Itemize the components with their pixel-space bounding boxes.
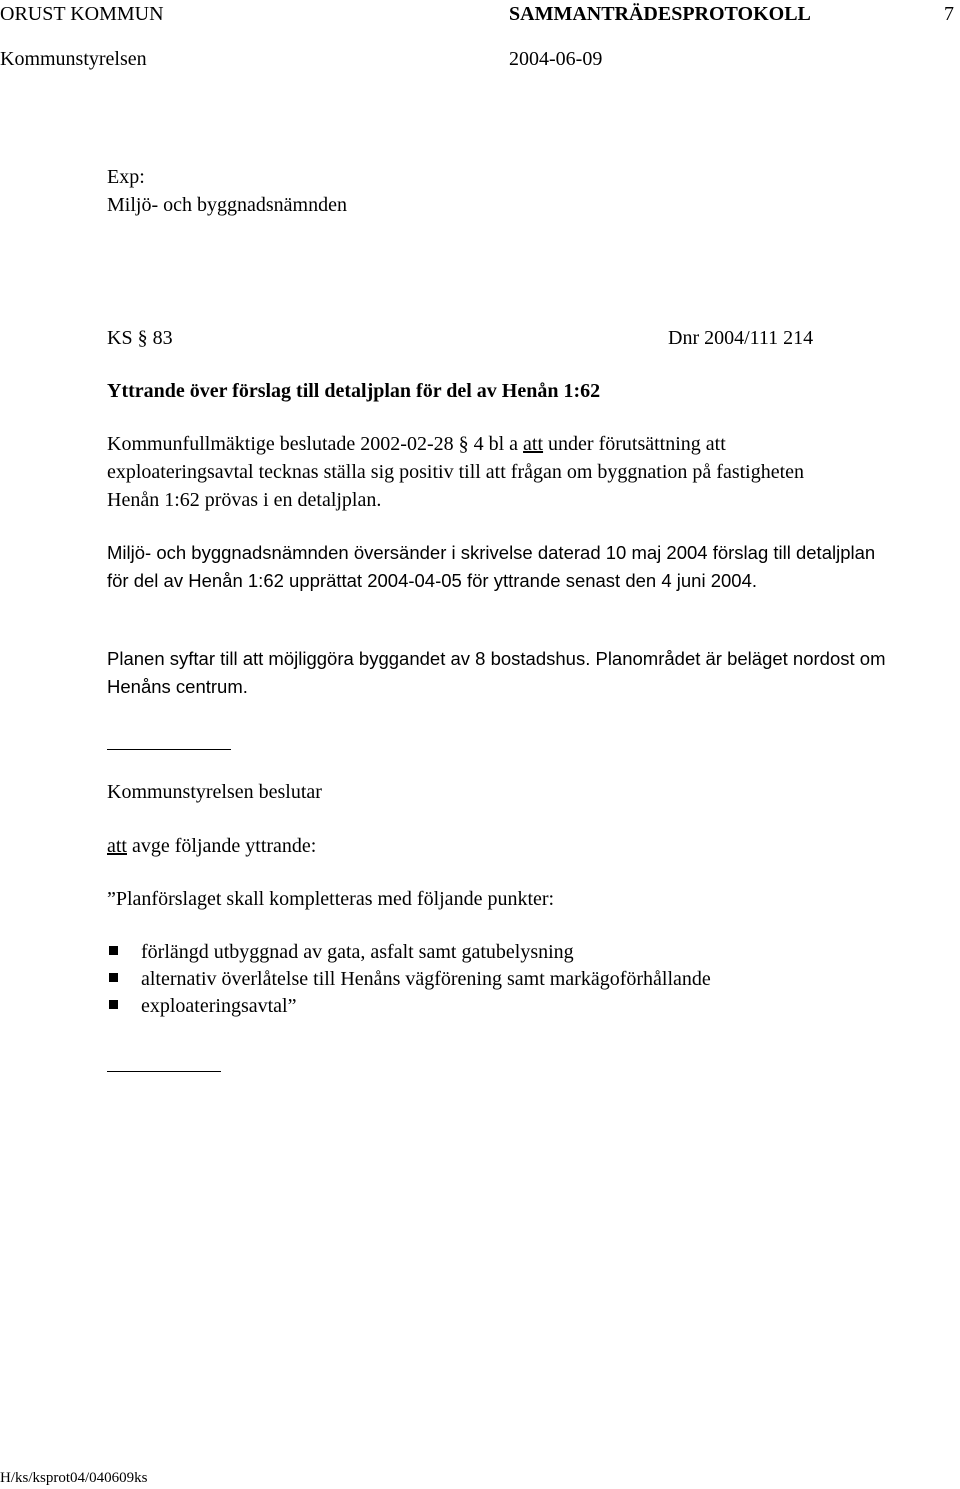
footer-path: H/ks/ksprot04/040609ks [0,1470,148,1486]
quote-intro: ”Planförslaget skall kompletteras med följande punkter: [107,888,555,910]
header-doc-type: SAMMANTRÄDESPROTOKOLL [509,3,811,25]
square-bullet-icon [109,1000,118,1009]
list-item: förlängd utbyggnad av gata, asfalt samt gatubelysning [141,941,574,963]
paragraph-1-line-2: exploateringsavtal tecknas ställa sig positiv till att frågan om byggnation på fastigheten [107,461,805,483]
paragraph-1-line-3: Henån 1:62 prövas i en detaljplan. [107,489,382,511]
case-number: KS § 83 [107,327,173,349]
decision-heading: Kommunstyrelsen beslutar [107,781,322,803]
p1-text-a: Kommunfullmäktige beslutade 2002-02-28 § 4 bl a [107,433,524,455]
decision-att-line [107,836,316,856]
header-body: Kommunstyrelsen [0,48,147,70]
exp-recipient: Miljö- och byggnadsnämnden [107,194,347,216]
decision-att-rest: avge följande yttrande: [127,835,317,857]
paragraph-1-line-1 [107,434,726,454]
paragraph-2: Miljö- och byggnadsnämnden översänder i skrivelse daterad 10 maj 2004 förslag till detaljplan för del av Henån 1:62 upprättat 2004-04-05 för yttrande senast den 4 juni 2004. [107,542,876,591]
header-org: ORUST KOMMUN [0,3,164,25]
square-bullet-icon [109,973,118,982]
case-dnr: Dnr 2004/111 214 [668,327,814,349]
header-page-number: 7 [944,3,954,25]
header-date: 2004-06-09 [509,48,603,70]
square-bullet-icon [109,946,118,955]
p1-text-b: under förutsättning att [543,433,726,455]
p1-att-underlined: att [523,433,544,455]
separator-line [107,749,231,750]
list-item: alternativ överlåtelse till Henåns vägförening samt markägoförhållande [141,968,711,990]
decision-att-underlined: att [107,835,127,857]
paragraph-3: Planen syftar till att möjliggöra byggandet av 8 bostadshus. Planområdet är beläget nordost om Henåns centrum. [107,648,886,697]
case-title: Yttrande över förslag till detaljplan för del av Henån 1:62 [107,380,601,402]
exp-label: Exp: [107,166,145,188]
list-item: exploateringsavtal” [141,995,297,1017]
separator-line [107,1071,221,1072]
